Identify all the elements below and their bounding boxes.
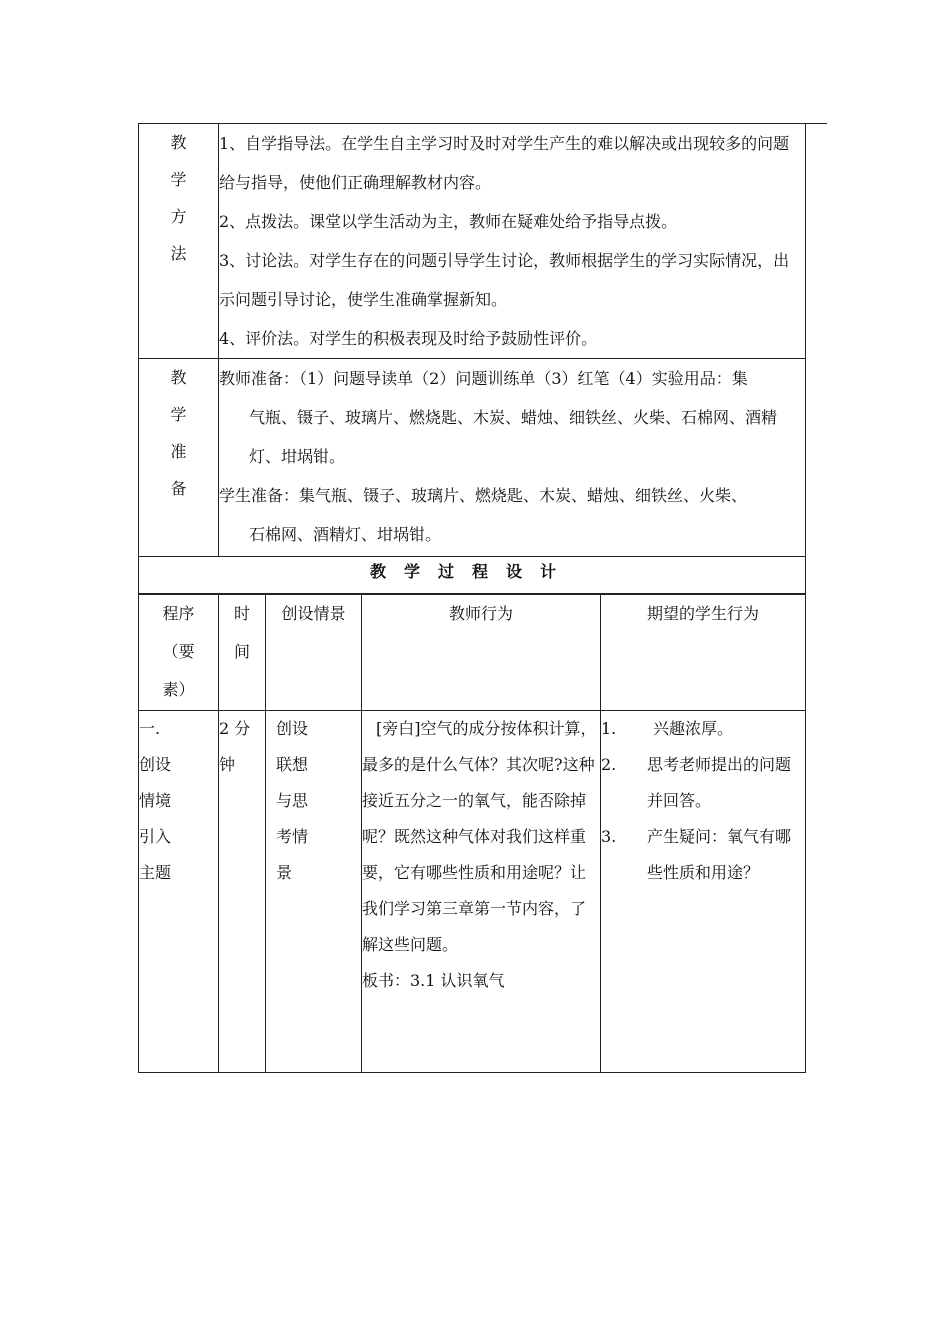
teacher-prep-first: 教师准备：（1）问题导读单（2）问题训练单（3）红笔（4）实验用品：集 (219, 369, 748, 388)
preparation-content (219, 359, 806, 557)
table-row (139, 711, 806, 1073)
list-item: 1. 兴趣浓厚。 (601, 719, 734, 738)
preparation-row (139, 359, 806, 557)
preparation-label: 教 学 准 备 (139, 359, 219, 557)
methods-row (139, 124, 806, 359)
scene-cell: 创设 联想 与思 考情 景 (266, 711, 362, 1073)
student-prep-rest: 石棉网、酒精灯、坩埚钳。 (249, 525, 442, 544)
teacher-prep-rest: 气瓶、镊子、玻璃片、燃烧匙、木炭、蜡烛、细铁丝、火柴、石棉网、酒精灯、坩埚钳。 (249, 408, 778, 466)
method-item: 4、评价法。对学生的积极表现及时给予鼓励性评价。 (219, 329, 598, 348)
process-title-row (139, 557, 806, 594)
table-edge-rule (805, 123, 827, 124)
method-item: 1、自学指导法。在学生自主学习时及时对学生产生的难以解决或出现较多的问题给与指导，使他们正确理解教材内容。 (219, 134, 790, 192)
teacher-narration: [旁白]空气的成分按体积计算，最多的是什么气体？其次呢?这种接近五分之一的氧气，能否除掉呢？既然这种气体对我们这样重要，它有哪些性质和用途呢？让我们学习第三章第一节内容，了解这些问题。 (362, 719, 597, 954)
methods-content (219, 124, 806, 359)
student-cell (601, 711, 806, 1073)
teacher-header: 教师行为 (362, 595, 601, 711)
student-header: 期望的学生行为 (601, 595, 806, 711)
lesson-plan-sheet (138, 123, 805, 1073)
process-header-row (139, 595, 806, 711)
board-writing: 板书：3.1 认识氧气 (362, 971, 505, 990)
process-title: 教学过程设计 (139, 557, 806, 594)
teacher-cell (362, 711, 601, 1073)
time-header: 时 间 (219, 595, 266, 711)
step-header: 程序 （要 素） (139, 595, 219, 711)
list-item: 3. 产生疑问：氧气有哪些性质和用途？ (601, 827, 792, 882)
methods-label: 教 学 方 法 (139, 124, 219, 359)
scene-header: 创设情景 (266, 595, 362, 711)
step-cell: 一. 创设 情境 引入 主题 (139, 711, 219, 1073)
method-item: 2、点拨法。课堂以学生活动为主，教师在疑难处给予指导点拨。 (219, 212, 678, 231)
student-prep-first: 学生准备：集气瓶、镊子、玻璃片、燃烧匙、木炭、蜡烛、细铁丝、火柴、 (219, 486, 748, 505)
process-table (138, 594, 806, 1073)
upper-table (138, 123, 806, 594)
method-item: 3、讨论法。对学生存在的问题引导学生讨论，教师根据学生的学习实际情况，出示问题引导讨论，使学生准确掌握新知。 (219, 251, 790, 309)
list-item: 2. 思考老师提出的问题并回答。 (601, 755, 792, 810)
time-cell: 2 分 钟 (219, 711, 266, 1073)
